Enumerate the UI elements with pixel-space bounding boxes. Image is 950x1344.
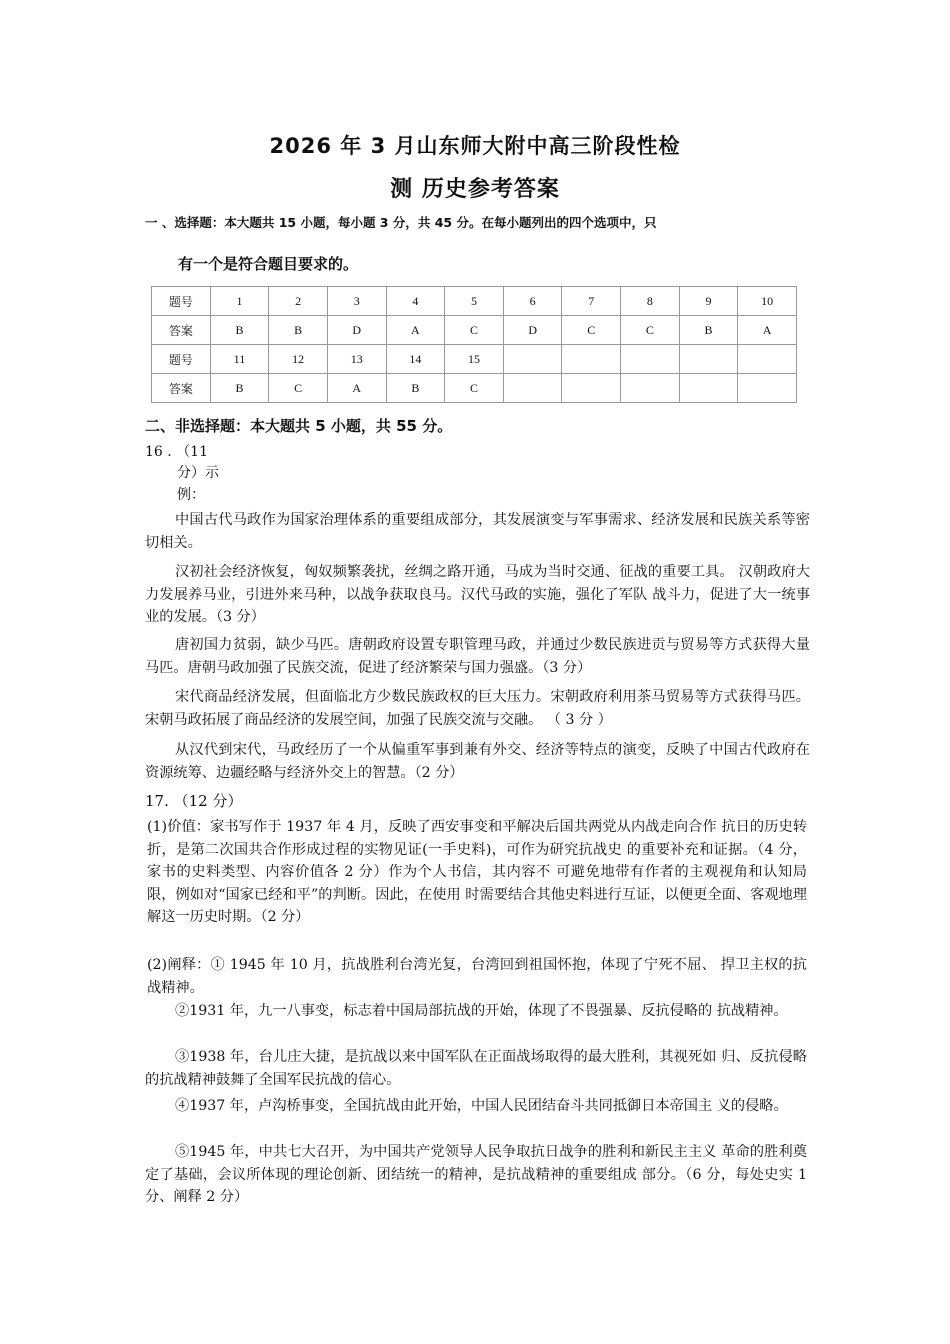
table-cell: 1 (210, 287, 269, 316)
table-row (152, 345, 797, 374)
table-cell: 14 (386, 345, 445, 374)
row-label-answer: 答案 (152, 316, 211, 345)
q16-label-cont2: 例： (177, 487, 205, 503)
table-cell (503, 345, 562, 374)
table-row (152, 287, 797, 316)
table-cell: C (445, 316, 504, 345)
row-label-answer: 答案 (152, 374, 211, 403)
table-cell (503, 374, 562, 403)
q17-paragraph-5: ④1937 年，卢沟桥事变，全国抗战由此开始，中国人民团结奋斗共同抵御日本帝国主 义的侵略。 (175, 1098, 788, 1114)
table-cell: 10 (738, 287, 797, 316)
page-title-line1: 2026 年 3 月山东师大附中高三阶段性检 (269, 134, 681, 158)
q16-paragraph-3: 唐初国力贫弱，缺少马匹。唐朝政府设置专职管理马政，并通过少数民族进贡与贸易等方式获得大量马匹。唐朝马政加强了民族交流，促进了经济繁荣与国力强盛。（3 分） (145, 637, 810, 676)
table-cell: 5 (445, 287, 504, 316)
q17-label: 17. （12 分） (145, 792, 243, 810)
q17-paragraph-3: ②1931 年，九一八事变，标志着中国局部抗战的开始，体现了不畏强暴、反抗侵略的 抗战精神。 (175, 1003, 788, 1019)
table-cell: C (269, 374, 328, 403)
table-cell (679, 374, 738, 403)
table-cell: 4 (386, 287, 445, 316)
table-cell: A (386, 316, 445, 345)
table-cell: B (679, 316, 738, 345)
table-cell: B (210, 316, 269, 345)
table-cell: 3 (327, 287, 386, 316)
q17-paragraph-2: (2)阐释：① 1945 年 10 月，抗战胜利台湾光复，台湾回到祖国怀抱，体现了宁死不屈、 捍卫主权的抗战精神。 (147, 957, 807, 996)
q17-paragraph-6: ⑤1945 年，中共七大召开，为中国共产党领导人民争取抗日战争的胜利和新民主主义 革命的胜利奠定了基础，会议所体现的理论创新、团结统一的精神，是抗战精神的重要组成 部分。（6 分，每处史实 1 分、阐释 2 分） (145, 1144, 807, 1205)
table-cell: 11 (210, 345, 269, 374)
table-cell: 13 (327, 345, 386, 374)
table-cell: 9 (679, 287, 738, 316)
table-cell (738, 345, 797, 374)
table-cell: B (269, 316, 328, 345)
table-cell: 7 (562, 287, 621, 316)
row-label-question: 题号 (152, 287, 211, 316)
table-cell: 8 (621, 287, 680, 316)
q17-paragraph-1: (1)价值：家书写作于 1937 年 4 月，反映了西安事变和平解决后国共两党从内战走向合作 抗日的历史转折，是第二次国共合作形成过程的实物见证(一手史料)，可作为研究抗战史 的重要补充和证据。（4 分，家书的史料类型、内容价值各 2 分）作为个人书信，其内容不 可避免地带有作者的主观视角和认知局限，例如对“国家已经和平”的判断。因此，在使用 时需要结合其他史料进行互证，以便更全面、客观地理解这一历史时期。（2 分） (147, 819, 807, 925)
table-cell: B (386, 374, 445, 403)
table-row (152, 316, 797, 345)
q16-paragraph-5: 从汉代到宋代，马政经历了一个从偏重军事到兼有外交、经济等特点的演变，反映了中国古代政府在资源统筹、边疆经略与经济外交上的智慧。（2 分） (145, 742, 810, 781)
page-title-line2: 测 历史参考答案 (390, 177, 560, 202)
table-row (152, 374, 797, 403)
table-cell: 2 (269, 287, 328, 316)
table-cell (562, 345, 621, 374)
q17-paragraph-4: ③1938 年，台儿庄大捷，是抗战以来中国军队在正面战场取得的最大胜利，其视死如 归、反抗侵略的抗战精神鼓舞了全国军民抗战的信心。 (145, 1049, 807, 1088)
table-cell (679, 345, 738, 374)
table-cell: C (562, 316, 621, 345)
table-cell: 6 (503, 287, 562, 316)
section2-heading: 二、非选择题：本大题共 5 小题，共 55 分。 (145, 417, 453, 435)
table-cell (621, 345, 680, 374)
table-cell: D (503, 316, 562, 345)
table-cell: A (738, 316, 797, 345)
q16-label: 16 . （11 (145, 444, 208, 460)
table-cell (621, 374, 680, 403)
table-cell: A (327, 374, 386, 403)
table-cell: B (210, 374, 269, 403)
row-label-question: 题号 (152, 345, 211, 374)
section1-heading: 一 、选择题：本大题共 15 小题，每小题 3 分，共 45 分。在每小题列出的四个选项中，只 (145, 215, 657, 230)
table-cell (738, 374, 797, 403)
q16-paragraph-2: 汉初社会经济恢复，匈奴频繁袭扰，丝绸之路开通，马成为当时交通、征战的重要工具。 汉朝政府大力发展养马业，引进外来马种，以战争获取良马。汉代马政的实施，强化了军队 战斗力，促进了大一统事业的发展。（3 分） (145, 564, 810, 625)
answer-table (151, 286, 797, 403)
table-cell: C (445, 374, 504, 403)
table-cell: 12 (269, 345, 328, 374)
table-cell: C (621, 316, 680, 345)
table-cell: 15 (445, 345, 504, 374)
q16-label-cont: 分）示 (177, 465, 219, 481)
section1-heading-cont: 有一个是符合题目要求的。 (178, 255, 359, 273)
table-cell (562, 374, 621, 403)
table-cell: D (327, 316, 386, 345)
q16-paragraph-1: 中国古代马政作为国家治理体系的重要组成部分，其发展演变与军事需求、经济发展和民族关系等密切相关。 (145, 512, 810, 551)
q16-paragraph-4: 宋代商品经济发展，但面临北方少数民族政权的巨大压力。宋朝政府利用茶马贸易等方式获得马匹。宋朝马政拓展了商品经济的发展空间，加强了民族交流与交融。 （ 3 分 ） (145, 689, 810, 728)
